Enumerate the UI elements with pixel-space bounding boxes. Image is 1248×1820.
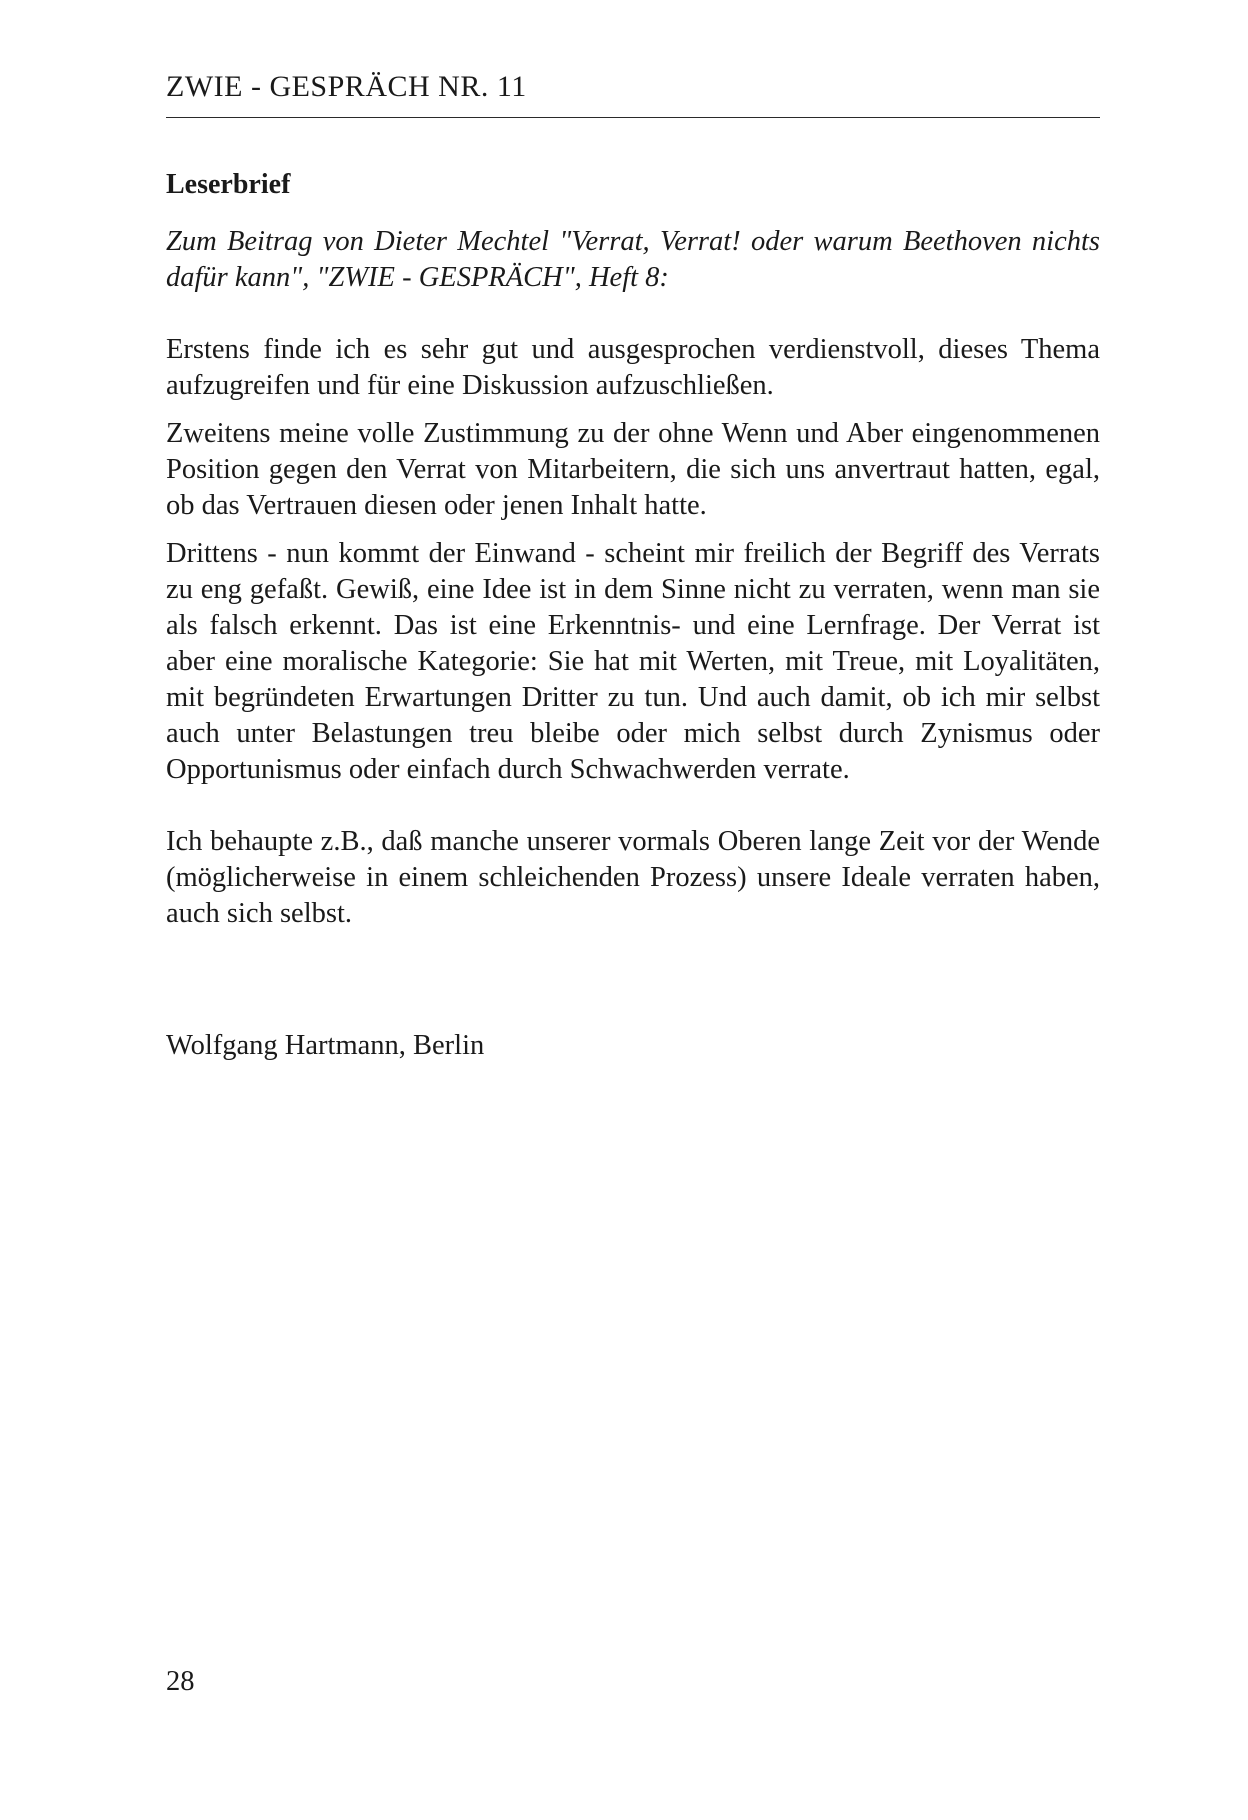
running-header: ZWIE - GESPRÄCH NR. 11 <box>166 70 527 103</box>
paragraph-2: Zweitens meine volle Zustimmung zu der ohne Wenn und Aber eingenommenen Position gegen den Verrat von Mitarbeitern, die sich uns anvertraut hatten, egal, ob das Vertrauen diesen oder jenen Inhalt hatte. <box>166 418 1100 521</box>
page-number: 28 <box>166 1666 195 1697</box>
paragraph-1: Erstens finde ich es sehr gut und ausgesprochen verdienstvoll, dieses Thema aufzugreifen und für eine Diskussion aufzuschließen. <box>166 334 1100 401</box>
article-heading: Leserbrief <box>166 169 291 200</box>
paragraph-3: Drittens - nun kommt der Einwand - scheint mir freilich der Begriff des Verrats zu eng gefaßt. Gewiß, eine Idee ist in dem Sinne nicht zu verraten, wenn man sie als falsch erkennt. Das ist eine Erkenntnis- und eine Lernfrage. Der Verrat ist aber eine moralische Kategorie: Sie hat mit Werten, mit Treue, mit Loyalitäten, mit begründeten Erwartungen Dritter zu tun. Und auch damit, ob ich mir selbst auch unter Belastungen treu bleibe oder mich selbst durch Zynismus oder Opportunismus oder einfach durch Schwachwerden verrate. <box>166 538 1100 785</box>
paragraph-4: Ich behaupte z.B., daß manche unserer vormals Oberen lange Zeit vor der Wende (möglicherweise in einem schleichenden Prozess) unsere Ideale verraten haben, auch sich selbst. <box>166 826 1100 929</box>
article-intro: Zum Beitrag von Dieter Mechtel "Verrat, Verrat! oder warum Beethoven nichts dafür kann", "ZWIE - GESPRÄCH", Heft 8: <box>166 226 1100 293</box>
header-rule <box>166 117 1100 118</box>
article-body <box>166 168 1100 1064</box>
author-signature: Wolfgang Hartmann, Berlin <box>166 1030 485 1061</box>
